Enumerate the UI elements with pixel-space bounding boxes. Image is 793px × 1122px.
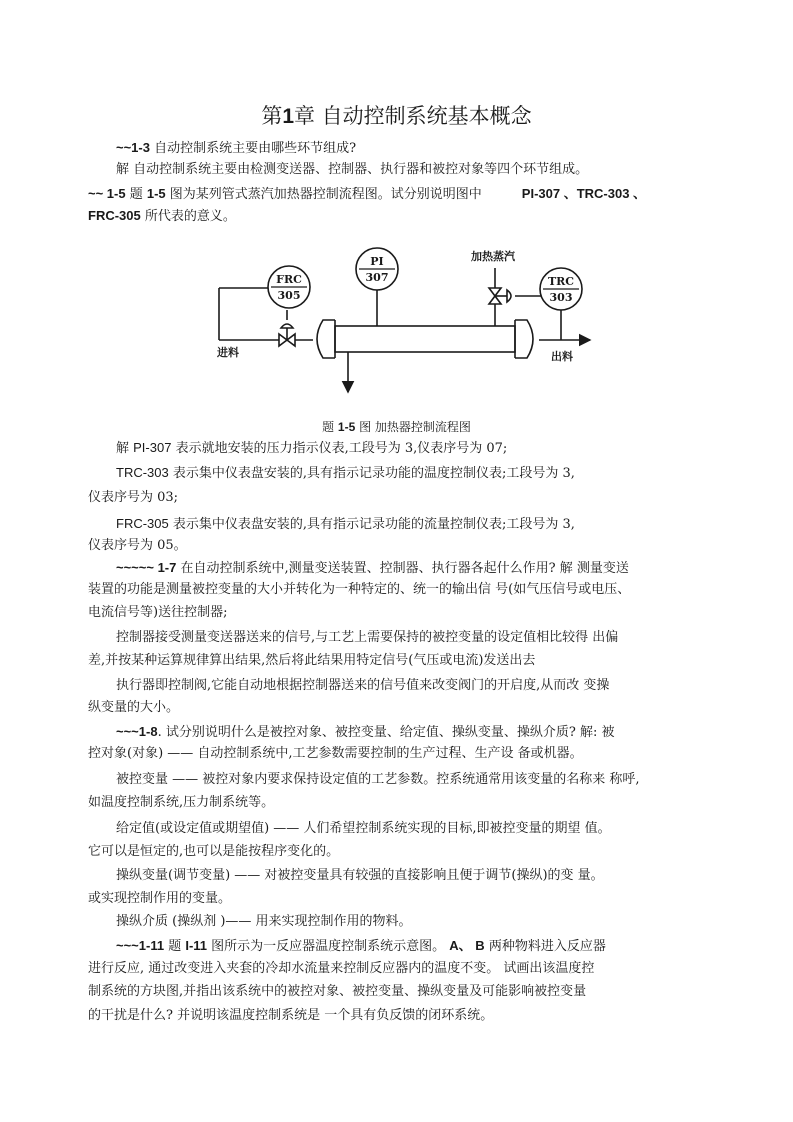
question-1-7: ~~~~~ 1-7 在自动控制系统中,测量变送装置、控制器、执行器各起什么作用? 解 测量变送 xyxy=(116,560,629,576)
frc-code: FRC xyxy=(276,273,302,286)
question-1-3: ~~1-3 自动控制系统主要由哪些环节组成? xyxy=(116,140,357,156)
question-1-8-line2: 控对象(对象) —— 自动控制系统中,工艺参数需要控制的生产过程、生产设 备或机器。 xyxy=(88,746,583,761)
answer-frc-305-line2: 仪表序号为 05。 xyxy=(88,538,187,553)
answer-pi-307: 解 PI-307 表示就地安装的压力指示仪表,工段号为 3,仪表序号为 07; xyxy=(116,440,508,456)
answer-controller-line2: 差,并按某种运算规律算出结果,然后将此结果用特定信号(气压或电流)发送出去 xyxy=(88,653,536,668)
heater-control-flow-diagram xyxy=(215,244,595,404)
question-1-7-line3: 电流信号等)送往控制器; xyxy=(88,605,228,620)
question-1-8: ~~~1-8. 试分别说明什么是被控对象、被控变量、给定值、操纵变量、操纵介质? 解: 被 xyxy=(116,724,615,740)
trc-code: TRC xyxy=(547,275,575,288)
answer-setpoint-line2: 它可以是恒定的,也可以是能按程序变化的。 xyxy=(88,844,340,859)
answer-setpoint: 给定值(或设定值或期望值) —— 人们希望控制系统实现的目标,即被控变量的期望 值。 xyxy=(116,821,611,836)
frc-number: 305 xyxy=(277,289,301,302)
question-1-11-line3: 制系统的方块图,并指出该系统中的被控对象、被控变量、操纵变量及可能影响被控变量 xyxy=(88,984,587,999)
pi-number: 307 xyxy=(365,271,389,284)
steam-label: 加热蒸汽 xyxy=(471,250,515,263)
answer-actuator-line2: 纵变量的大小。 xyxy=(88,700,180,715)
answer-1-3: 解 自动控制系统主要由检测变送器、控制器、执行器和被控对象等四个环节组成。 xyxy=(116,162,589,177)
exchanger-shell xyxy=(335,326,515,352)
answer-manipulation-medium: 操纵介质 (操纵剂 )—— 用来实现控制作用的物料。 xyxy=(116,914,412,929)
answer-frc-305: FRC-305 表示集中仪表盘安装的,具有指示记录功能的流量控制仪表;工段号为 3, xyxy=(116,516,575,532)
answer-trc-303-line2: 仪表序号为 03; xyxy=(88,490,179,505)
figure-caption: 题 1-5 图 加热器控制流程图 xyxy=(322,420,471,434)
question-1-11: ~~~1-11 题 I-11 图所示为一反应器温度控制系统示意图。 A、 B 两种物料进入反应器 xyxy=(116,938,606,954)
question-1-5-line2: FRC-305 所代表的意义。 xyxy=(88,208,236,224)
page-title: 第1章 自动控制系统基本概念 xyxy=(261,104,532,128)
answer-manipulated-variable: 操纵变量(调节变量) —— 对被控变量具有较强的直接影响且便于调节(操纵)的变 量。 xyxy=(116,868,604,883)
question-1-11-line4: 的干扰是什么? 并说明该温度控制系统是 一个具有负反馈的闭环系统。 xyxy=(88,1008,494,1023)
answer-controlled-variable: 被控变量 —— 被控对象内要求保持设定值的工艺参数。控系统通常用该变量的名称来 称呼, xyxy=(116,772,640,787)
question-1-5: ~~ 1-5 题 1-5 图为某列管式蒸汽加热器控制流程图。试分别说明图中 PI-307 、TRC-303 、 xyxy=(88,186,647,202)
pi-code: PI xyxy=(370,255,384,268)
trc-number: 303 xyxy=(549,291,573,304)
question-1-11-line2: 进行反应, 通过改变进入夹套的冷却水流量来控制反应器内的温度不变。 试画出该温度控 xyxy=(88,961,595,976)
answer-trc-303: TRC-303 表示集中仪表盘安装的,具有指示记录功能的温度控制仪表;工段号为 3, xyxy=(116,465,575,481)
answer-controller: 控制器接受测量变送器送来的信号,与工艺上需要保持的被控变量的设定值相比较得 出偏 xyxy=(116,630,619,645)
answer-actuator: 执行器即控制阀,它能自动地根据控制器送来的信号值来改变阀门的开启度,从而改 变操 xyxy=(116,678,610,693)
inlet-label: 进料 xyxy=(217,346,239,359)
answer-controlled-variable-line2: 如温度控制系统,压力制系统等。 xyxy=(88,795,275,810)
question-1-7-line2: 装置的功能是测量被控变量的大小并转化为一种特定的、统一的输出信 号(如气压信号或电压、 xyxy=(88,582,631,597)
answer-manipulated-variable-line2: 或实现控制作用的变量。 xyxy=(88,891,232,906)
outlet-label: 出料 xyxy=(551,350,573,363)
